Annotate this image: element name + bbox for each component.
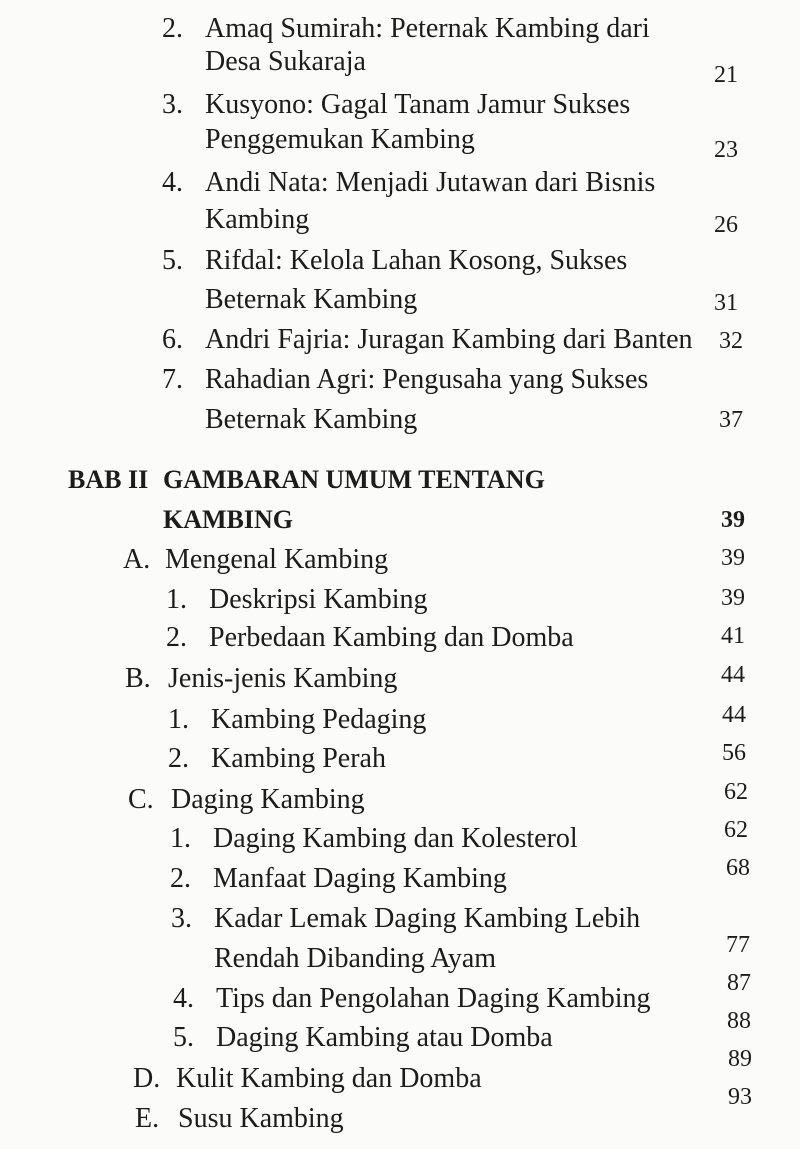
toc-entry-title-cont: Penggemukan Kambing [205, 124, 475, 155]
section-label: E. [135, 1103, 160, 1134]
subsection-page: 62 [724, 817, 748, 843]
section-title: Daging Kambing [171, 784, 365, 815]
subsection-page: 41 [721, 623, 745, 649]
toc-entry-title: Amaq Sumirah: Peternak Kambing dari [205, 13, 650, 44]
toc-entry-title-cont: Beternak Kambing [205, 284, 418, 315]
subsection-title: Daging Kambing atau Domba [216, 1022, 553, 1053]
section-label: D. [133, 1063, 161, 1094]
subsection-page: 77 [726, 932, 750, 958]
subsection-title: Perbedaan Kambing dan Domba [209, 622, 574, 653]
toc-entry-title: Andri Fajria: Juragan Kambing dari Banten [205, 324, 693, 355]
subsection-label: 2. [166, 622, 187, 653]
subsection-title: Kambing Perah [211, 743, 386, 774]
subsection-label: 1. [170, 823, 191, 854]
subsection-page: 56 [722, 740, 746, 766]
toc-entry-page: 31 [714, 290, 738, 316]
section-title: Jenis-jenis Kambing [168, 663, 398, 694]
chapter-title: GAMBARAN UMUM TENTANG [163, 465, 545, 494]
section-page: 44 [721, 662, 745, 688]
subsection-title: Daging Kambing dan Kolesterol [213, 823, 578, 854]
subsection-title: Tips dan Pengolahan Daging Kambing [216, 983, 651, 1014]
section-label: B. [125, 663, 151, 694]
subsection-page: 68 [726, 855, 750, 881]
subsection-label: 2. [168, 743, 189, 774]
subsection-page: 88 [727, 1008, 751, 1034]
chapter-title-cont: KAMBING [163, 505, 293, 534]
subsection-title-cont: Rendah Dibanding Ayam [214, 943, 497, 974]
toc-entry-label: 2. [162, 13, 183, 44]
subsection-page: 87 [727, 970, 751, 996]
toc-entry-page: 26 [714, 212, 738, 238]
toc-entry-page: 37 [719, 407, 743, 433]
toc-entry-title: Rahadian Agri: Pengusaha yang Sukses [205, 364, 649, 395]
subsection-title: Kambing Pedaging [211, 704, 427, 735]
section-page: 39 [721, 545, 745, 571]
section-page: 93 [728, 1084, 752, 1110]
subsection-title: Kadar Lemak Daging Kambing Lebih [214, 903, 641, 934]
toc-entry-title: Rifdal: Kelola Lahan Kosong, Sukses [205, 245, 628, 276]
chapter-page: 39 [721, 507, 745, 533]
subsection-page: 39 [721, 585, 745, 611]
toc-entry-title-cont: Desa Sukaraja [205, 46, 366, 77]
section-label: C. [128, 784, 154, 815]
subsection-label: 1. [168, 704, 189, 735]
subsection-page: 44 [722, 702, 746, 728]
subsection-label: 3. [171, 903, 192, 934]
section-title: Kulit Kambing dan Domba [176, 1063, 482, 1094]
section-title: Susu Kambing [178, 1103, 344, 1134]
section-page: 89 [728, 1046, 752, 1072]
toc-entry-title-cont: Kambing [205, 204, 310, 235]
subsection-label: 5. [173, 1022, 194, 1053]
subsection-title: Manfaat Daging Kambing [213, 863, 507, 894]
toc-entry-label: 6. [162, 324, 183, 355]
subsection-label: 4. [173, 983, 194, 1014]
toc-entry-title-cont: Beternak Kambing [205, 404, 418, 435]
subsection-label: 1. [166, 584, 187, 615]
subsection-title: Deskripsi Kambing [209, 584, 428, 615]
toc-entry-label: 7. [162, 364, 183, 395]
toc-entry-page: 23 [714, 137, 738, 163]
toc-entry-label: 3. [162, 89, 183, 120]
section-page: 62 [724, 779, 748, 805]
toc-entry-page: 21 [714, 62, 738, 88]
section-label: A. [123, 544, 151, 575]
chapter-label: BAB II [68, 465, 149, 494]
toc-entry-title: Kusyono: Gagal Tanam Jamur Sukses [205, 89, 631, 120]
toc-entry-page: 32 [719, 328, 743, 354]
toc-entry-title: Andi Nata: Menjadi Jutawan dari Bisnis [205, 167, 656, 198]
toc-entry-label: 5. [162, 245, 183, 276]
section-title: Mengenal Kambing [165, 544, 389, 575]
toc-entry-label: 4. [162, 167, 183, 198]
subsection-label: 2. [170, 863, 191, 894]
